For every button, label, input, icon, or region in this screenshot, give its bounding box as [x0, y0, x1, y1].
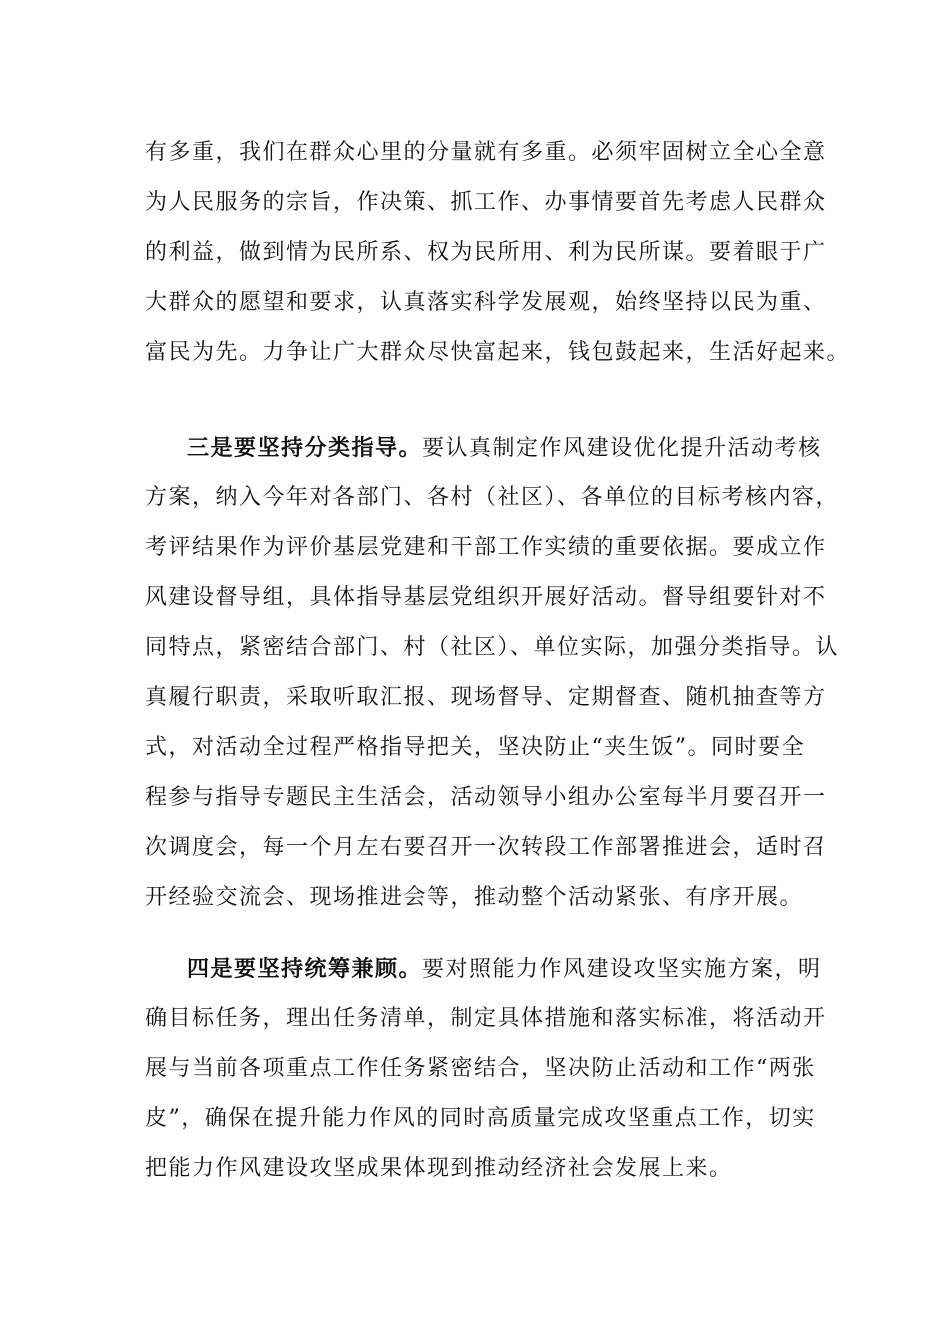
text-line: 方案，纳入今年对各部门、各村（社区）、各单位的目标考核内容， [145, 485, 840, 510]
text-line: 的利益，做到情为民所系、权为民所用、利为民所谋。要着眼于广 [145, 240, 827, 265]
text-line: 确目标任务，理出任务清单，制定具体措施和落实标准，将活动开 [145, 1006, 827, 1031]
text-line: 程参与指导专题民主生活会，活动领导小组办公室每半月要召开一 [145, 785, 827, 810]
paragraph-first-line [145, 944, 825, 994]
text-run: 要对照能力作风建设攻坚实施方案，明 [422, 957, 822, 982]
paragraph-continuation [145, 128, 851, 378]
text-line: 为人民服务的宗旨，作决策、抓工作、办事情要首先考虑人民群众 [145, 190, 827, 215]
text-line: 开经验交流会、现场推进会等，推动整个活动紧张、有序开展。 [145, 885, 804, 910]
paragraph-first-line [145, 423, 825, 473]
paragraph-overall-planning [145, 944, 825, 1194]
text-line: 同特点，紧密结合部门、村（社区）、单位实际，加强分类指导。认 [145, 635, 840, 660]
text-run: 要认真制定作风建设优化提升活动考核 [422, 436, 822, 461]
paragraph-heading: 三是要坚持分类指导。 [187, 435, 423, 461]
text-line: 展与当前各项重点工作任务紧密结合，坚决防止活动和工作“两张 [145, 1056, 816, 1081]
text-line: 真履行职责，采取听取汇报、现场督导、定期督查、随机抽查等方 [145, 685, 827, 710]
text-line: 风建设督导组，具体指导基层党组织开展好活动。督导组要针对不 [145, 585, 827, 610]
text-line: 皮”，确保在提升能力作风的同时高质量完成攻坚重点工作，切实 [145, 1106, 816, 1131]
text-line: 富民为先。力争让广大群众尽快富起来，钱包鼓起来，生活好起来。 [145, 340, 851, 365]
text-line: 次调度会，每一个月左右要召开一次转段工作部署推进会，适时召 [145, 835, 827, 860]
paragraph-classified-guidance [145, 423, 840, 923]
text-line: 式，对活动全过程严格指导把关，坚决防止“夹生饭”。同时要全 [145, 735, 805, 760]
text-line: 大群众的愿望和要求，认真落实科学发展观，始终坚持以民为重、 [145, 290, 827, 315]
text-line: 考评结果作为评价基层党建和干部工作实绩的重要依据。要成立作 [145, 535, 827, 560]
paragraph-heading: 四是要坚持统筹兼顾。 [187, 956, 423, 982]
text-line: 把能力作风建设攻坚成果体现到推动经济社会发展上来。 [145, 1156, 733, 1181]
text-line: 有多重，我们在群众心里的分量就有多重。必须牢固树立全心全意 [145, 140, 827, 165]
